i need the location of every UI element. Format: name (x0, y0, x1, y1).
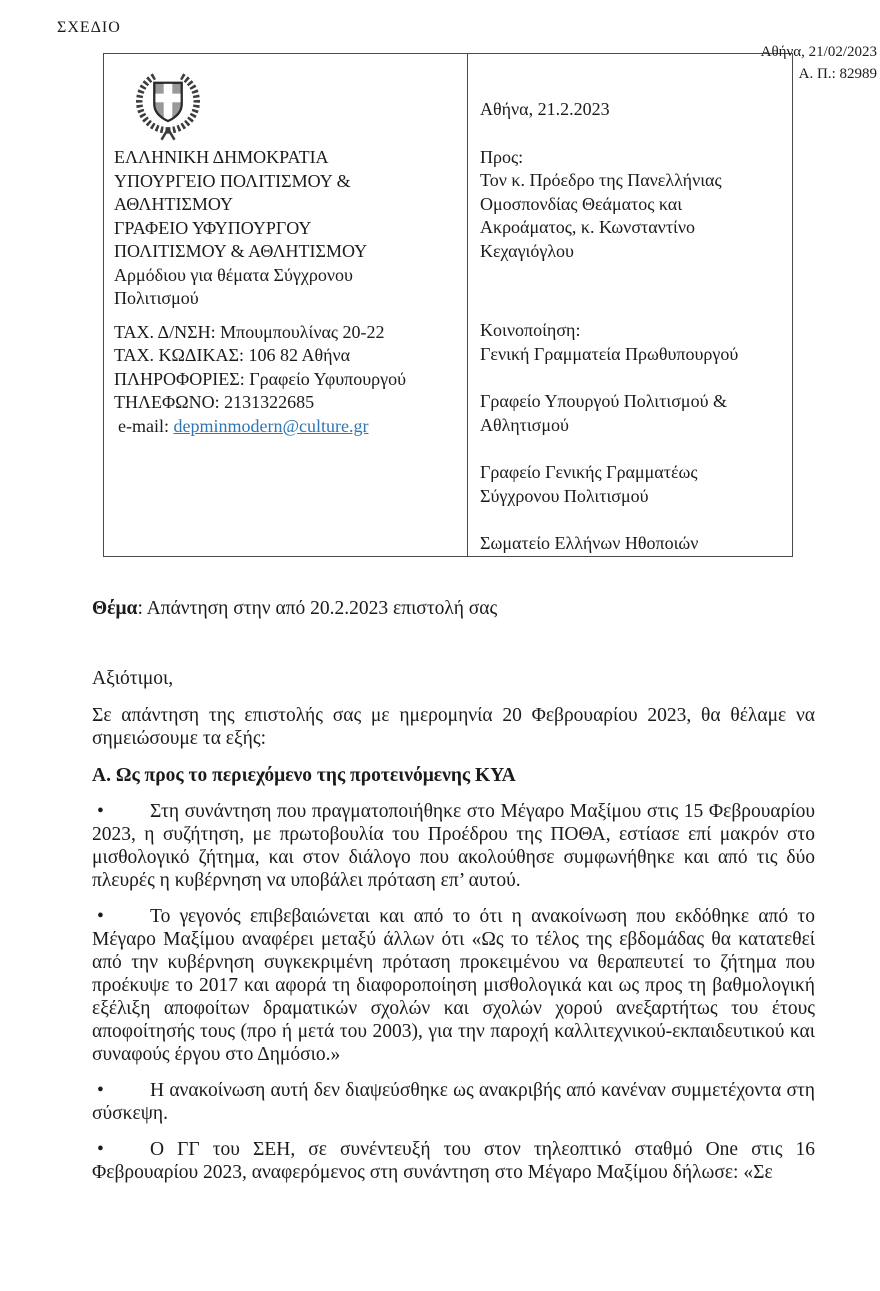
protocol-date: Αθήνα, 21/02/2023 (760, 44, 877, 60)
draft-watermark-label: ΣΧΕΔΙΟ (57, 19, 121, 36)
letterhead-recipient-cell (468, 54, 792, 556)
letter-body (92, 588, 815, 1184)
salutation: Αξιότιμοι, (92, 668, 174, 689)
bullet-paragraph (92, 1138, 815, 1184)
subject-label: Θέμα (92, 598, 138, 619)
intro-paragraph: Σε απάντηση της επιστολής σας με ημερομηνία 20 Φεβρουαρίου 2023, θα θέλαμε να σημειώσουμε τα εξής: (92, 705, 815, 749)
letterhead-sender-cell (104, 54, 468, 556)
letterhead-table (103, 53, 793, 557)
cc-recipient: Γραφείο Γενικής Γραμματέως Σύγχρονου Πολιτισμού (480, 462, 698, 506)
bullet-text: Στη συνάντηση που πραγματοποιήθηκε στο Μέγαρο Μαξίμου στις 15 Φεβρουαρίου 2023, η συζήτηση, με πρωτοβουλία του Προέδρου της ΠΟΘΑ, εστίασε επί μακρόν στο μισθολογικό ζήτημα, και στον διάλογο που ακολούθησε συμφωνήθηκε και από τις δύο πλευρές η κυβέρνηση να υποβάλει πρόταση επ’ αυτού. (92, 801, 815, 891)
letter-date: Αθήνα, 21.2.2023 (480, 99, 610, 119)
email-label: e-mail: (118, 415, 169, 436)
sender-org-line: Αρμόδιου για θέματα Σύγχρονου (114, 264, 353, 285)
cc-label: Κοινοποίηση: (480, 320, 581, 340)
to-recipient: Τον κ. Πρόεδρο της Πανελλήνιας Ομοσπονδίας Θεάματος και Ακροάματος, κ. Κωνσταντίνο Κεχαγιόγλου (480, 170, 722, 261)
protocol-number: Α. Π.: 82989 (798, 66, 877, 82)
bullet-icon: • (97, 906, 104, 927)
cc-block (480, 319, 778, 556)
sender-org-block (114, 146, 459, 311)
bullet-paragraph (92, 1079, 815, 1125)
sender-org-line: ΑΘΛΗΤΙΣΜΟΥ (114, 194, 234, 214)
sender-org-line: ΓΡΑΦΕΙΟ ΥΦΥΠΟΥΡΓΟΥ (114, 217, 312, 238)
section-a-heading: Α. Ως προς το περιεχόμενο της προτεινόμενης ΚΥΑ (92, 765, 516, 786)
sender-info-line: ΠΛΗΡΟΦΟΡΙΕΣ: Γραφείο Υφυπουργού (114, 368, 406, 389)
sender-phone-line: ΤΗΛΕΦΩΝΟ: 2131322685 (114, 392, 315, 412)
bullet-icon: • (97, 1139, 104, 1160)
sender-org-line: ΕΛΛΗΝΙΚΗ ΔΗΜΟΚΡΑΤΙΑ (114, 147, 329, 167)
cc-recipient: Γραφείο Υπουργού Πολιτισμού & Αθλητισμού (480, 391, 727, 435)
sender-email-line (114, 415, 459, 439)
sender-org-line: Πολιτισμού (114, 288, 199, 308)
to-label: Προς: (480, 146, 524, 167)
bullet-paragraph (92, 800, 815, 892)
bullet-text: Ο ΓΓ του ΣΕΗ, σε συνέντευξή του στον τηλεοπτικό σταθμό One στις 16 Φεβρουαρίου 2023, αναφερόμενος στη συνάντηση στο Μέγαρο Μαξίμου δήλωσε: «Σε (92, 1139, 815, 1183)
bullet-text: Το γεγονός επιβεβαιώνεται και από το ότι η ανακοίνωση που εκδόθηκε από το Μέγαρο Μαξίμου αναφέρει μεταξύ άλλων ότι «Ως το τέλος της εβδομάδας θα κατατεθεί από την κυβέρνηση συγκεκριμένη πρόταση προκειμένου να θεραπευτεί το ζήτημα που προέκυψε το 2017 και αφορά τη διαφοροποίηση μισθολογικά και ως προς τη βαθμολογική εξέλιξη αποφοίτων δραματικών σχολών και σχολών χορού ανεξαρτήτως του έτους αποφοίτησής τους (προ ή μετά του 2003), για την παροχή καλλιτεχνικού-εκπαιδευτικού και συναφούς έργου στο Δημόσιο.» (92, 906, 815, 1065)
bullet-icon: • (97, 801, 104, 822)
recipient-block (480, 146, 778, 264)
bullet-icon: • (97, 1080, 104, 1101)
bullet-paragraph (92, 905, 815, 1066)
sender-postal-line: ΤΑΧ. ΚΩΔΙΚΑΣ: 106 82 Αθήνα (114, 345, 351, 365)
protocol-stamp (761, 41, 877, 85)
email-link[interactable]: depminmodern@culture.gr (173, 415, 369, 436)
sender-contact-block (114, 321, 459, 439)
subject-text: : Απάντηση στην από 20.2.2023 επιστολή σας (137, 598, 498, 619)
greek-coat-of-arms-icon (132, 64, 204, 142)
sender-org-line: ΠΟΛΙΤΙΣΜΟΥ & ΑΘΛΗΤΙΣΜΟΥ (114, 241, 368, 261)
sender-address-line: ΤΑΧ. Δ/ΝΣΗ: Μπουμπουλίνας 20-22 (114, 321, 385, 342)
cc-recipient: Γενική Γραμματεία Πρωθυπουργού (480, 343, 739, 364)
sender-org-line: ΥΠΟΥΡΓΕΙΟ ΠΟΛΙΤΙΣΜΟΥ & (114, 170, 351, 191)
cc-recipient: Σωματείο Ελλήνων Ηθοποιών (480, 533, 699, 553)
bullet-text: Η ανακοίνωση αυτή δεν διαψεύσθηκε ως ανακριβής από κανέναν συμμετέχοντα στη σύσκεψη. (92, 1080, 815, 1124)
subject-line (92, 597, 815, 620)
